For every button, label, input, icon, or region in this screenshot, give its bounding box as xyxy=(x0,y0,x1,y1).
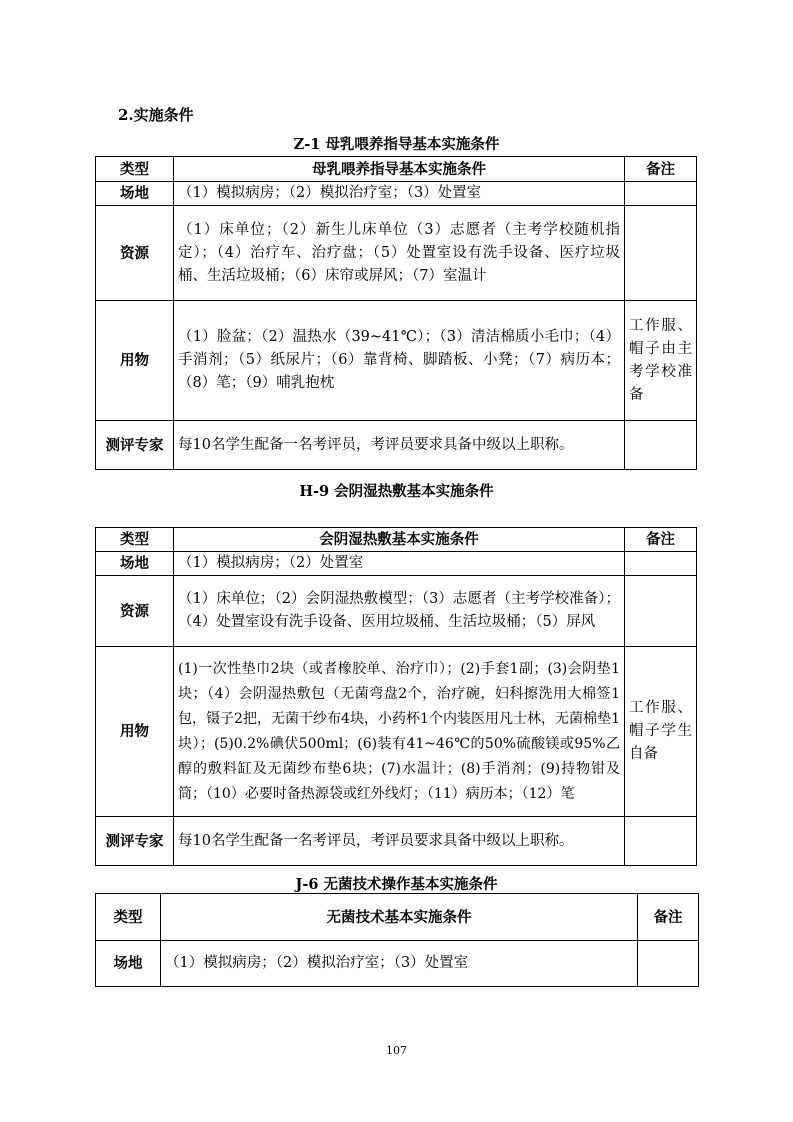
row-type: 资源 xyxy=(96,576,174,647)
page-number: 107 xyxy=(386,1044,407,1057)
row-type: 测评专家 xyxy=(96,817,174,866)
header-type: 类型 xyxy=(96,894,161,941)
row-content: （1）模拟病房；（2）模拟治疗室；（3）处置室 xyxy=(161,941,638,987)
header-condition: 无菌技术基本实施条件 xyxy=(161,894,638,941)
row-type: 测评专家 xyxy=(96,421,174,470)
table-row xyxy=(96,576,697,647)
row-note xyxy=(625,206,697,301)
header-note: 备注 xyxy=(638,894,699,941)
table-row xyxy=(96,552,697,576)
section-heading: 2.实施条件 xyxy=(118,106,194,124)
row-content: (1)一次性垫巾2块（或者橡胶单、治疗巾）；(2)手套1副；(3)会阴垫1块；（4）会阴湿热敷包（无菌弯盘2个，治疗碗，妇科擦洗用大棉签1包，镊子2把，无菌干纱布4块，小药杯1个内装医用凡士林，无菌棉垫1块）；(5)0.2%碘伏500ml；(6)装有41~46℃的50%硫酸镁或95%乙醇的敷料缸及无菌纱布垫6块；(7)水温计；(8)手消剂；(9)持物钳及筒；（10）必要时备热源袋或红外线灯；（11）病历本；（12）笔 xyxy=(174,647,625,817)
row-content: （1）床单位；（2）新生儿床单位（3）志愿者（主考学校随机指定）；（4）治疗车、治疗盘；（5）处置室设有洗手设备、医疗垃圾桶、生活垃圾桶；（6）床帘或屏风；（7）室温计 xyxy=(174,206,625,301)
row-type: 场地 xyxy=(96,552,174,576)
header-note: 备注 xyxy=(625,157,697,182)
table-row xyxy=(96,647,697,817)
row-note: 工作服、帽子由主考学校准备 xyxy=(625,301,697,421)
row-content: 每10名学生配备一名考评员，考评员要求具备中级以上职称。 xyxy=(174,817,625,866)
table-header-row xyxy=(96,528,697,552)
row-content: （1）模拟病房；（2）模拟治疗室；（3）处置室 xyxy=(174,182,625,206)
header-type: 类型 xyxy=(96,528,174,552)
header-condition: 会阴湿热敷基本实施条件 xyxy=(174,528,625,552)
table-row xyxy=(96,817,697,866)
table-h9 xyxy=(95,527,697,866)
table-title-h9: H-9 会阴湿热敷基本实施条件 xyxy=(299,483,494,500)
row-type: 场地 xyxy=(96,182,174,206)
row-content: 每10名学生配备一名考评员，考评员要求具备中级以上职称。 xyxy=(174,421,625,470)
table-row xyxy=(96,941,699,987)
table-title-z1: Z-1 母乳喂养指导基本实施条件 xyxy=(293,136,500,153)
row-type: 场地 xyxy=(96,941,161,987)
row-note xyxy=(638,941,699,987)
row-note xyxy=(625,182,697,206)
table-j6 xyxy=(95,893,699,987)
table-z1 xyxy=(95,156,697,470)
row-content: （1）床单位；（2）会阴湿热敷模型；（3）志愿者（主考学校准备）；（4）处置室设有洗手设备、医用垃圾桶、生活垃圾桶；（5）屏风 xyxy=(174,576,625,647)
row-type: 用物 xyxy=(96,647,174,817)
table-row xyxy=(96,301,697,421)
table-row xyxy=(96,206,697,301)
row-note xyxy=(625,576,697,647)
table-header-row xyxy=(96,157,697,182)
row-note xyxy=(625,552,697,576)
header-note: 备注 xyxy=(625,528,697,552)
table-title-j6: J-6 无菌技术操作基本实施条件 xyxy=(295,876,498,893)
table-header-row xyxy=(96,894,699,941)
header-type: 类型 xyxy=(96,157,174,182)
row-content: （1）脸盆；（2）温热水（39~41℃）；（3）清洁棉质小毛巾；（4）手消剂；（5）纸尿片；（6）靠背椅、脚踏板、小凳；（7）病历本；（8）笔；（9）哺乳抱枕 xyxy=(174,301,625,421)
row-note xyxy=(625,421,697,470)
row-note xyxy=(625,817,697,866)
row-type: 用物 xyxy=(96,301,174,421)
table-row xyxy=(96,421,697,470)
header-condition: 母乳喂养指导基本实施条件 xyxy=(174,157,625,182)
table-row xyxy=(96,182,697,206)
row-note: 工作服、帽子学生自备 xyxy=(625,647,697,817)
row-content: （1）模拟病房；（2）处置室 xyxy=(174,552,625,576)
row-type: 资源 xyxy=(96,206,174,301)
